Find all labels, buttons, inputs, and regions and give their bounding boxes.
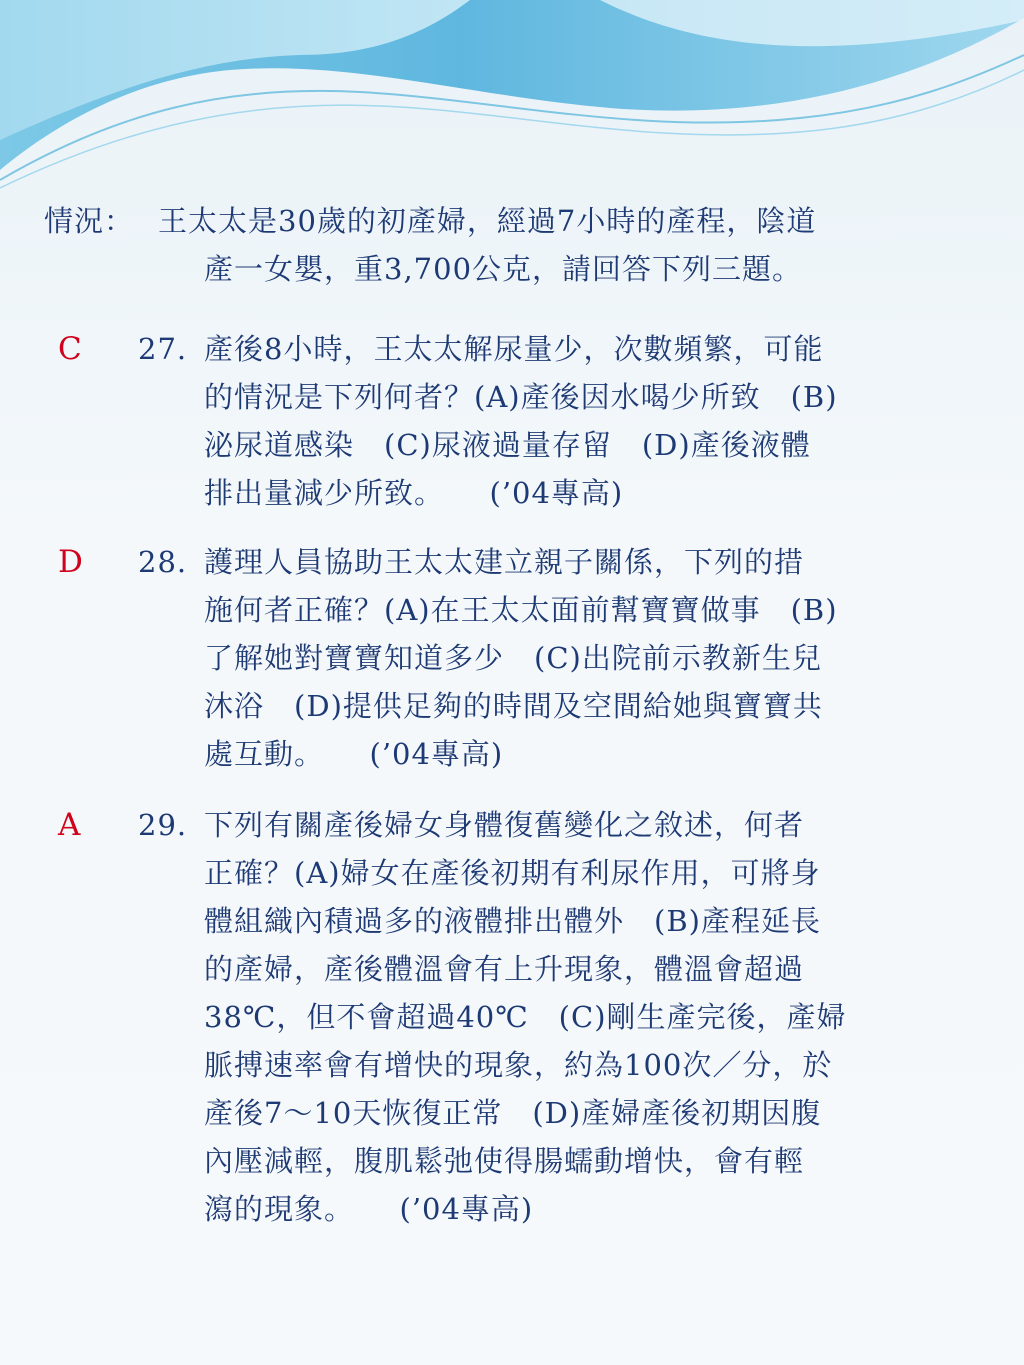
question-line: 正確？(A)婦女在產後初期有利尿作用，可將身 xyxy=(204,856,821,890)
situation-line-2: 產一女嬰，重3,700公克，請回答下列三題。 xyxy=(204,252,803,286)
question-text xyxy=(204,325,838,517)
question-line: 泌尿道感染 (C)尿液過量存留 (D)產後液體 xyxy=(204,428,811,462)
question-line: 38℃，但不會超過40℃ (C)剛生產完後，產婦 xyxy=(204,1000,847,1034)
answer-key: A xyxy=(58,807,81,843)
question-line: 沐浴 (D)提供足夠的時間及空間給她與寶寶共 xyxy=(204,689,823,723)
question-text xyxy=(204,801,847,1233)
question-line: 排出量減少所致。 (’04專高) xyxy=(204,476,624,510)
question-number: 27. xyxy=(138,332,188,366)
question-line: 產後7～10天恢復正常 (D)產婦產後初期因腹 xyxy=(204,1096,822,1130)
question-line: 下列有關產後婦女身體復舊變化之敘述，何者 xyxy=(204,808,805,842)
question-line: 施何者正確？(A)在王太太面前幫寶寶做事 (B) xyxy=(204,593,838,627)
question-line: 的產婦，產後體溫會有上升現象，體溫會超過 xyxy=(204,952,805,986)
question-text xyxy=(204,538,838,778)
question-number: 29. xyxy=(138,808,188,842)
question-line: 脈搏速率會有增快的現象，約為100次／分，於 xyxy=(204,1048,833,1082)
question-number: 28. xyxy=(138,545,188,579)
answer-key: D xyxy=(58,544,83,580)
question-line: 護理人員協助王太太建立親子關係，下列的措 xyxy=(204,545,805,579)
answer-key: C xyxy=(58,331,82,367)
question-line: 的情況是下列何者？(A)產後因水喝少所致 (B) xyxy=(204,380,838,414)
situation-line-1: 王太太是30歲的初產婦，經過7小時的產程，陰道 xyxy=(158,204,817,238)
question-line: 產後8小時，王太太解尿量少，次數頻繁，可能 xyxy=(204,332,824,366)
question-line: 內壓減輕，腹肌鬆弛使得腸蠕動增快，會有輕 xyxy=(204,1144,805,1178)
situation-label: 情況： xyxy=(44,204,135,238)
question-line: 瀉的現象。 (’04專高) xyxy=(204,1192,534,1226)
question-line: 處互動。 (’04專高) xyxy=(204,737,504,771)
question-line: 了解她對寶寶知道多少 (C)出院前示教新生兒 xyxy=(204,641,822,675)
question-line: 體組織內積過多的液體排出體外 (B)產程延長 xyxy=(204,904,821,938)
